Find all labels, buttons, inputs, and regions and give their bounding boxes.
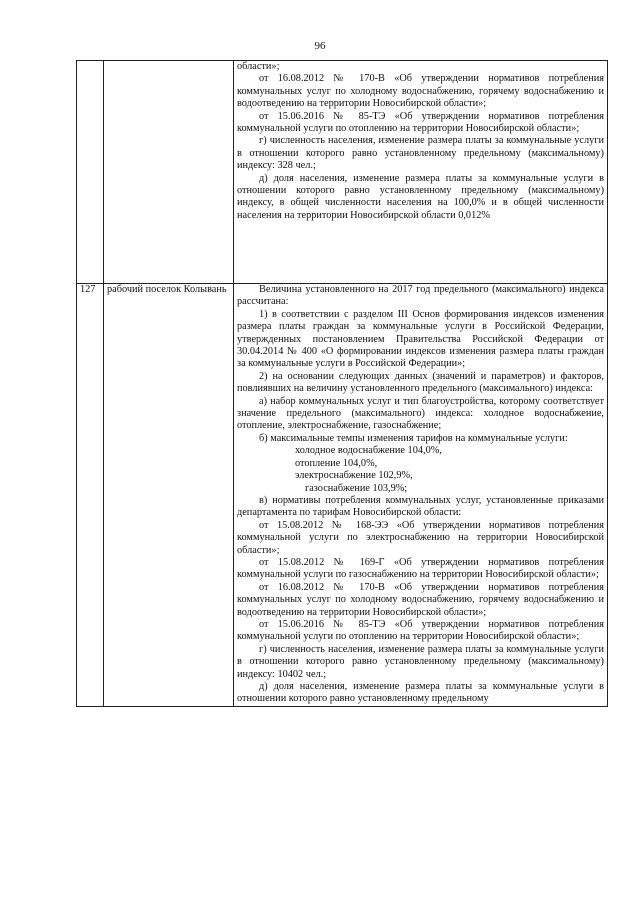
paragraph: области»; <box>237 61 280 72</box>
paragraph: г) численность населения, изменение размера платы за коммунальные услуги в отношении которого равно установленному предельному (максимальному) индексу: 328 чел.; <box>237 135 604 172</box>
row-description <box>234 61 608 284</box>
table-row <box>77 61 608 284</box>
paragraph: Величина установленного на 2017 год предельного (максимального) индекса рассчитана: <box>237 284 604 308</box>
paragraph: от 15.06.2016 № 85-ТЭ «Об утверждении нормативов потребления коммунальной услуги по отоплению на территории Новосибирской области»; <box>237 618 604 643</box>
paragraph: отопление 104,0%, <box>295 457 378 469</box>
paragraph: д) доля населения, изменение размера платы за коммунальные услуги в отношении которого равно установленному предельному <box>237 681 604 705</box>
row-number: 127 <box>77 284 104 707</box>
paragraph: от 15.08.2012 № 168-ЭЭ «Об утверждении нормативов потребления коммунальной услуги по электроснабжению на территории Новосибирской области»; <box>237 519 604 556</box>
paragraph: электроснабжение 102,9%, <box>295 470 413 482</box>
paragraph: от 16.08.2012 № 170-В «Об утверждении нормативов потребления коммунальных услуг по холодному водоснабжению, горячему водоснабжению и водоотведению на территории Новосибирской области»; <box>237 73 604 110</box>
paragraph: д) доля населения, изменение размера платы за коммунальные услуги в отношении которого равно установленному предельному (максимальному) индексу, в общей численности населения на 100,0% и в общей численности населения на территории Новосибирской области 0,012% <box>237 172 604 221</box>
paragraph: холодное водоснабжение 104,0%, <box>295 445 442 457</box>
paragraph: от 15.06.2016 № 85-ТЭ «Об утверждении нормативов потребления коммунальной услуги по отоплению на территории Новосибирской области»; <box>237 110 604 135</box>
paragraph: от 15.08.2012 № 169-Г «Об утверждении нормативов потребления коммунальной услуги по газоснабжению на территории Новосибирской области»; <box>237 556 604 581</box>
paragraph: газоснабжение 103,9%; <box>305 482 408 494</box>
row-description <box>234 284 608 707</box>
row-number <box>77 61 104 284</box>
paragraph: а) набор коммунальных услуг и тип благоустройства, которому соответствует значение предельного (максимального) индекса: холодное водоснабжение, отопление, электроснабжение, газоснабжение; <box>237 395 604 432</box>
page-number: 96 <box>314 40 326 52</box>
paragraph: 1) в соответствии с разделом III Основ формирования индексов изменения размера платы граждан за коммунальные услуги в Российской Федерации, утвержденных постановлением Правительства Российской Федерации от 30.04.2014 № 400 «О формировании индексов изменения размера платы граждан за коммунальные услуги в Российской Федерации»; <box>237 308 604 370</box>
paragraph: от 16.08.2012 № 170-В «Об утверждении нормативов потребления коммунальных услуг по холодному водоснабжению, горячему водоснабжению и водоотведению на территории Новосибирской области»; <box>237 581 604 618</box>
row-municipality-name <box>104 61 234 284</box>
table-row <box>77 284 608 707</box>
paragraph: в) нормативы потребления коммунальных услуг, установленные приказами департамента по тарифам Новосибирской области: <box>237 494 604 519</box>
paragraph: 2) на основании следующих данных (значений и параметров) и факторов, повлиявших на величину установленного предельного (максимального) индекса: <box>237 370 604 395</box>
paragraph: г) численность населения, изменение размера платы за коммунальные услуги в отношении которого равно установленному предельному (максимальному) индексу: 10402 чел.; <box>237 643 604 680</box>
row-municipality-name: рабочий поселок Колывань <box>104 284 234 707</box>
paragraph: б) максимальные темпы изменения тарифов на коммунальные услуги: <box>259 432 568 444</box>
document-table <box>76 60 608 707</box>
